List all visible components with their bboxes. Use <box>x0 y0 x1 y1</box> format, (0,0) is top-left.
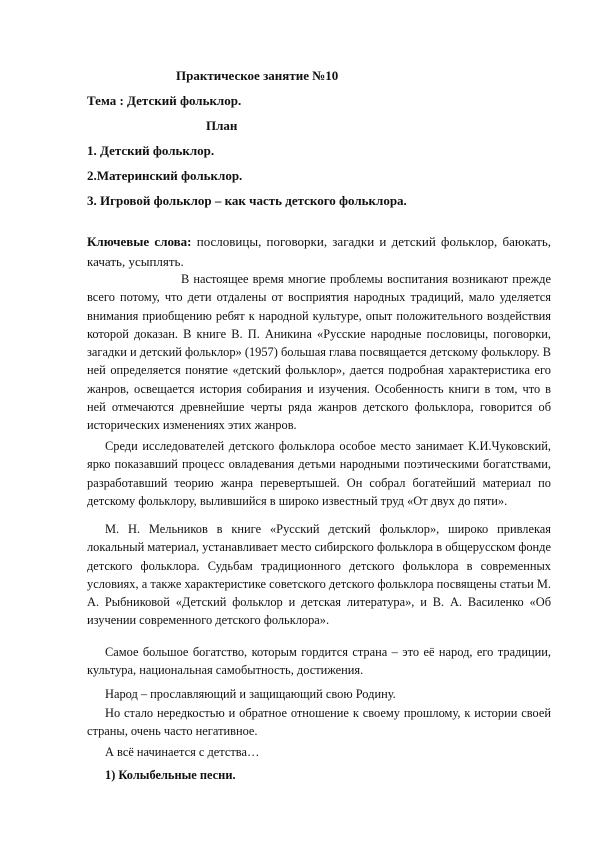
keywords-text: пословицы, поговорки, загадки и детский фольклор, баюкать, качать, усыплять. <box>87 234 551 269</box>
plan-item: 1. Детский фольклор. <box>87 143 215 158</box>
paragraph-negative: Но стало нередкостью и обратное отношение к своему прошлому, к истории своей страны, очень часто негативное. <box>87 706 551 739</box>
topic-heading: Тема : Детский фольклор. <box>87 93 242 108</box>
paragraph-intro: В настоящее время многие проблемы воспитания возникают прежде всего потому, что дети отдалены от восприятия народных традиций, мало уделяется внимания приобщению ребят к народной культуре, опыт положительного воздействия которой доказан. В книге В. П. Аникина «Русские народные пословицы, поговорки, загадки и детский фольклор» (1957) большая глава посвящается детскому фольклору. В ней определяется понятие «детский фольклор», дается подробная характеристика его жанров, освещается история собирания и изучения. Особенность книги в том, что в ней отмечаются древнейшие черты ряда жанров детского фольклора, говорится об исторических изменениях этих жанров. <box>87 272 551 433</box>
section-heading-lullabies: 1) Колыбельные песни. <box>105 768 236 782</box>
document-title: Практическое занятие №10 <box>176 68 339 83</box>
plan-heading: План <box>206 118 238 133</box>
paragraph-childhood: А всё начинается с детства… <box>105 745 260 759</box>
paragraph-wealth: Самое большое богатство, которым гордится страна – это её народ, его традиции, культура, национальная самобытность, достижения. <box>87 645 551 678</box>
keywords-label: Ключевые слова: <box>87 234 192 249</box>
plan-item: 3. Игровой фольклор – как часть детского фольклора. <box>87 193 407 208</box>
paragraph-people: Народ – прославляющий и защищающий свою Родину. <box>105 687 396 701</box>
plan-item: 2.Материнский фольклор. <box>87 168 243 183</box>
keywords-paragraph <box>87 232 551 272</box>
paragraph-chukovsky: Среди исследователей детского фольклора особое место занимает К.И.Чуковский, ярко показавший процесс овладевания детьми народными поэтическими богатствами, разработавший теорию жанра перевертышей. Он собрал богатейший материал по детскому фольклору, вылившийся в широко известный труд «От двух до пяти». <box>87 439 551 508</box>
paragraph-melnikov: М. Н. Мельников в книге «Русский детский фольклор», широко привлекая локальный материал, устанавливает место сибирского фольклора в общерусском фонде детского фольклора. Судьбам традиционного детского фольклора в современных условиях, а также характеристике советского детского фольклора посвящены статьи М. А. Рыбниковой «Детский фольклор и детская литература», и В. А. Василенко «Об изучении современного детского фольклора». <box>87 522 551 628</box>
